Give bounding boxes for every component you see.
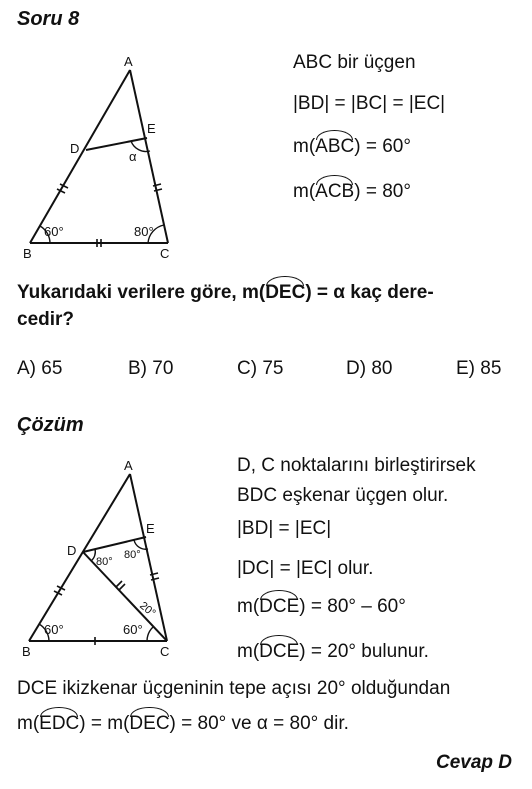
fig2-label-a: A	[124, 458, 133, 473]
option-d[interactable]: D) 80	[346, 358, 393, 379]
solution-line-1: D, C noktalarını birleştirirsek	[237, 455, 476, 476]
given-line-3: m(ABC) = 60°	[293, 136, 411, 157]
fig2-angle-d: 80°	[96, 556, 113, 568]
side-ab	[29, 474, 130, 641]
solution-line-3: |BD| = |EC|	[237, 518, 332, 539]
solution-line-8: m(EDC) = m(DEC) = 80° ve α = 80° dir.	[17, 713, 349, 734]
given-line-2: |BD| = |BC| = |EC|	[293, 93, 446, 114]
problem-header: Soru 8	[17, 8, 80, 30]
solution-line-2: BDC eşkenar üçgen olur.	[237, 485, 449, 506]
solution-line-4: |DC| = |EC| olur.	[237, 558, 374, 579]
question-line-2: cedir?	[17, 309, 75, 330]
fig2-angle-dce: 20°	[137, 599, 158, 620]
solution-header: Çözüm	[17, 414, 84, 436]
fig2-angle-e: 80°	[124, 549, 141, 561]
fig1-angle-alpha: α	[129, 149, 137, 164]
fig1-label-a: A	[124, 54, 133, 69]
solution-line-6: m(DCE) = 20° bulunur.	[237, 641, 429, 662]
solution-line-7: DCE ikizkenar üçgeninin tepe açısı 20° olduğundan	[17, 678, 451, 699]
fig2-label-c: C	[160, 644, 170, 659]
fig1-angle-c: 80°	[134, 224, 154, 239]
fig2-label-e: E	[146, 521, 155, 536]
given-line-4: m(ACB) = 80°	[293, 181, 411, 202]
fig1-label-b: B	[23, 246, 32, 261]
fig2-label-b: B	[22, 644, 31, 659]
fig1-label-c: C	[160, 246, 170, 261]
given-line-1: ABC bir üçgen	[293, 52, 416, 73]
option-b[interactable]: B) 70	[128, 358, 174, 379]
fig1-label-e: E	[147, 121, 156, 136]
option-c[interactable]: C) 75	[237, 358, 284, 379]
fig2-angle-b: 60°	[44, 622, 64, 637]
solution-line-5: m(DCE) = 80° – 60°	[237, 596, 406, 617]
option-a[interactable]: A) 65	[17, 358, 63, 379]
option-e[interactable]: E) 85	[456, 358, 502, 379]
fig2-label-d: D	[67, 543, 77, 558]
answer-label: Cevap D	[435, 752, 512, 773]
fig1-label-d: D	[70, 141, 80, 156]
fig1-angle-b: 60°	[44, 224, 64, 239]
question-line-1: Yukarıdaki verilere göre, m(DEC) = α kaç dere-	[17, 282, 434, 303]
fig2-angle-c: 60°	[123, 622, 143, 637]
